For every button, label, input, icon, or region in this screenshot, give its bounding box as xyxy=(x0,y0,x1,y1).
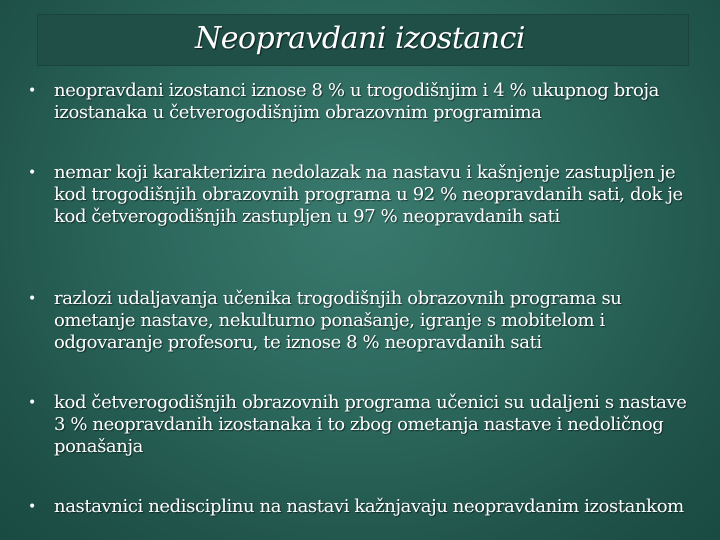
bullet-text: kod četverogodišnjih obrazovnih programa učenici su udaljeni s nastave 3 % neopravdanih izostanaka i to zbog ometanja nastave i nedoličnog ponašanja xyxy=(54,392,687,457)
bullet-text-plain: neopravdanim izostankom xyxy=(447,496,684,517)
bullet-dot-icon: • xyxy=(28,499,37,515)
bullet-dot-icon: • xyxy=(28,291,37,307)
bullet-text xyxy=(54,496,702,518)
bullet-text: neopravdani izostanci iznose 8 % u trogodišnjim i 4 % ukupnog broja izostanaka u četverogodišnjim obrazovnim programima xyxy=(54,80,659,123)
slide-title: Neopravdani izostanci xyxy=(194,21,525,56)
bullet-text: nemar koji karakterizira nedolazak na nastavu i kašnjenje zastupljen je kod trogodišnjih obrazovnih programa u 92 % neopravdanih sati, dok je kod četverogodišnjih zastupljen u 97 % neopravdanih sati xyxy=(54,162,683,227)
bullet-text-emphasis: nastavnici nedisciplinu na nastavi kažnjavaju xyxy=(54,496,448,517)
bullet-dot-icon: • xyxy=(28,165,37,181)
bullet-text: razlozi udaljavanja učenika trogodišnjih obrazovnih programa su ometanje nastave, nekulturno ponašanje, igranje s mobitelom i odgovaranje profesoru, te iznose 8 % neopravdanih sati xyxy=(54,288,622,353)
bullet-dot-icon: • xyxy=(28,83,37,99)
bullet-dot-icon: • xyxy=(28,395,37,411)
